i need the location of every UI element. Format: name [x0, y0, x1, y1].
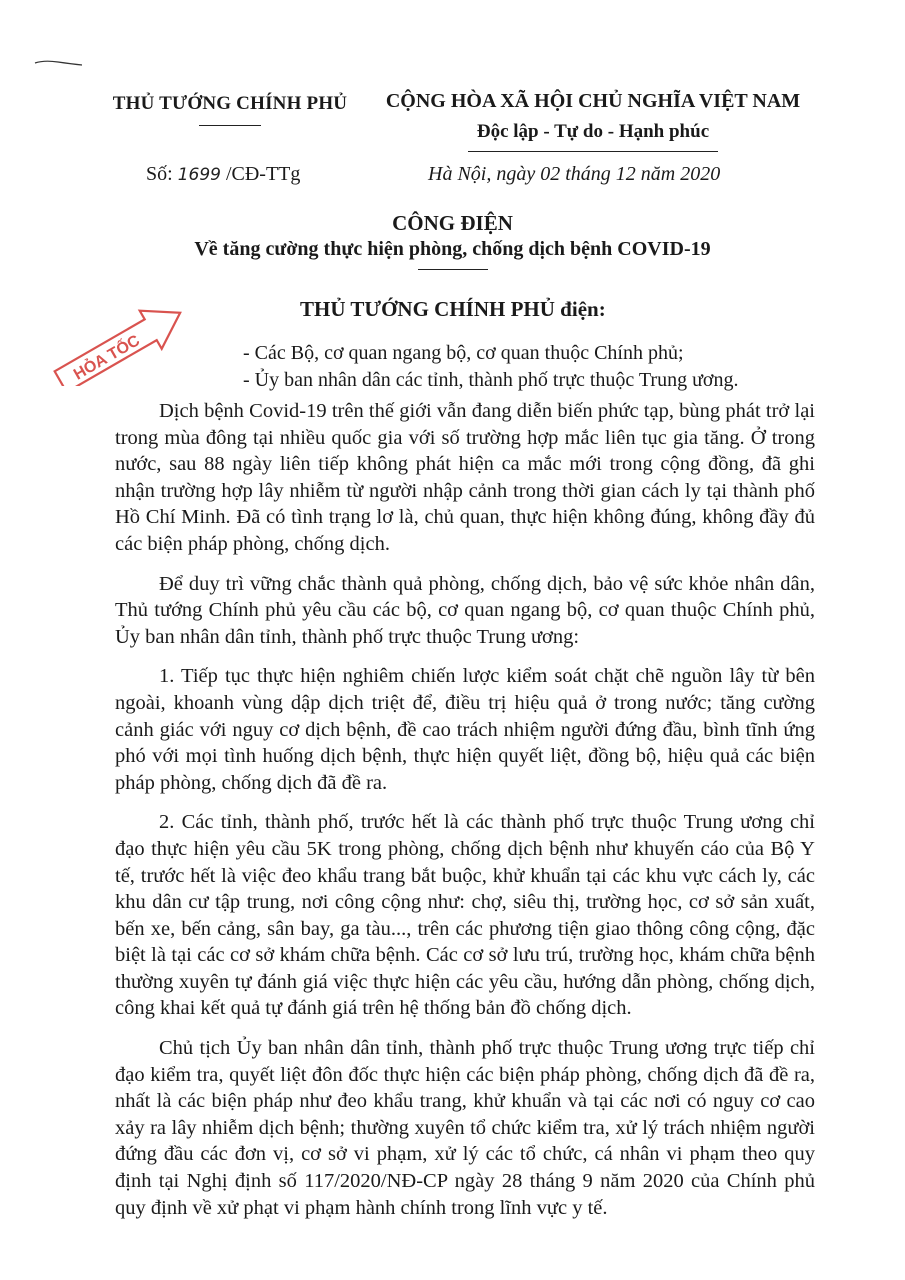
body-paragraph: Dịch bệnh Covid-19 trên thế giới vẫn đang diễn biến phức tạp, bùng phát trở lại trong mùa đông tại nhiều quốc gia với số trường hợp mắc liên tục gia tăng. Ở trong nước, sau 88 ngày liên tiếp không phát hiện ca mắc mới trong cộng đồng, đã ghi nhận trường hợp lây nhiễm từ người nhập cảnh trong thời gian cách ly tại thành phố Hồ Chí Minh. Đã có tình trạng lơ là, chủ quan, thực hiện không đúng, không đầy đủ các biện pháp phòng, chống dịch.: [115, 400, 815, 555]
document-subtitle-text: Về tăng cường thực hiện phòng, chống dịch bệnh COVID-19: [194, 238, 711, 260]
recipient-item: - Ủy ban nhân dân các tỉnh, thành phố trực thuộc Trung ương.: [243, 369, 739, 391]
document-number: [146, 163, 300, 186]
document-body: [115, 398, 815, 1234]
urgent-stamp-text: HỎA TỐC: [70, 332, 143, 384]
document-number-prefix: Số:: [146, 163, 178, 185]
pen-mark: [34, 57, 84, 71]
body-paragraph: Để duy trì vững chắc thành quả phòng, chống dịch, bảo vệ sức khỏe nhân dân, Thủ tướng Chính phủ yêu cầu các bộ, cơ quan ngang bộ, cơ quan thuộc Chính phủ, Ủy ban nhân dân tỉnh, thành phố trực thuộc Trung ương:: [115, 572, 815, 648]
issuing-agency: THỦ TƯỚNG CHÍNH PHỦ: [112, 93, 348, 114]
sender-line: THỦ TƯỚNG CHÍNH PHỦ điện:: [300, 297, 606, 321]
national-title: CỘNG HÒA XÃ HỘI CHỦ NGHĨA VIỆT NAM: [385, 90, 801, 112]
document-number-suffix: /CĐ-TTg: [220, 163, 301, 185]
national-title-block: [383, 90, 803, 152]
national-motto: Độc lập - Tự do - Hạnh phúc: [476, 121, 710, 142]
body-paragraph: 1. Tiếp tục thực hiện nghiêm chiến lược kiểm soát chặt chẽ nguồn lây từ bên ngoài, khoanh vùng dập dịch triệt để, điều trị hiệu quả ở trong nước; tăng cường cảnh giác với nguy cơ dịch bệnh, đề cao trách nhiệm người đứng đầu, bình tĩnh ứng phó với mọi tình huống dịch bệnh, thực hiện quyết liệt, đồng bộ, hiệu quả các biện pháp phòng, chống dịch đã đề ra.: [115, 665, 815, 794]
place-date: Hà Nội, ngày 02 tháng 12 năm 2020: [428, 163, 721, 185]
recipient-item: - Các Bộ, cơ quan ngang bộ, cơ quan thuộc Chính phủ;: [243, 342, 684, 364]
subtitle-underline: [418, 269, 488, 270]
motto-underline: [468, 151, 718, 152]
issuing-agency-block: [100, 93, 360, 126]
agency-underline: [199, 125, 261, 126]
body-paragraph: 2. Các tỉnh, thành phố, trước hết là các thành phố trực thuộc Trung ương chỉ đạo thực hiện yêu cầu 5K trong phòng, chống dịch bệnh như khuyến cáo của Bộ Y tế, trước hết là việc đeo khẩu trang bắt buộc, khử khuẩn tại các khu vực cách ly, các khu dân cư tập trung, nơi công cộng như: chợ, siêu thị, trường học, cơ sở sản xuất, bến xe, bến cảng, sân bay, ga tàu..., trên các phương tiện giao thông công cộng, đặc biệt là tại các cơ sở khám chữa bệnh. Các cơ sở lưu trú, trường học, khám chữa bệnh thường xuyên tự đánh giá việc thực hiện các yêu cầu, hướng dẫn phòng, chống dịch, công khai kết quả tự đánh giá trên hệ thống bản đồ chống dịch.: [115, 811, 815, 1020]
document-title: CÔNG ĐIỆN: [392, 211, 513, 235]
urgent-stamp: [42, 296, 202, 386]
recipient-list: [243, 340, 739, 394]
body-paragraph: Chủ tịch Ủy ban nhân dân tỉnh, thành phố trực thuộc Trung ương trực tiếp chỉ đạo kiểm tra, quyết liệt đôn đốc thực hiện các biện pháp phòng, chống dịch đã đề ra, nhất là các biện pháp như đeo khẩu trang, khử khuẩn và tại các nơi có nguy cơ cao xảy ra lây nhiễm dịch bệnh; thường xuyên tổ chức kiểm tra, xử lý trách nhiệm người đứng đầu các đơn vị, cơ sở vi phạm, xử lý các tổ chức, cá nhân vi phạm theo quy định tại Nghị định số 117/2020/NĐ-CP ngày 28 tháng 9 năm 2020 của Chính phủ quy định về xử phạt vi phạm hành chính trong lĩnh vực y tế.: [115, 1037, 815, 1219]
document-subtitle: [0, 238, 905, 270]
document-number-handwritten: 1699: [177, 165, 221, 185]
